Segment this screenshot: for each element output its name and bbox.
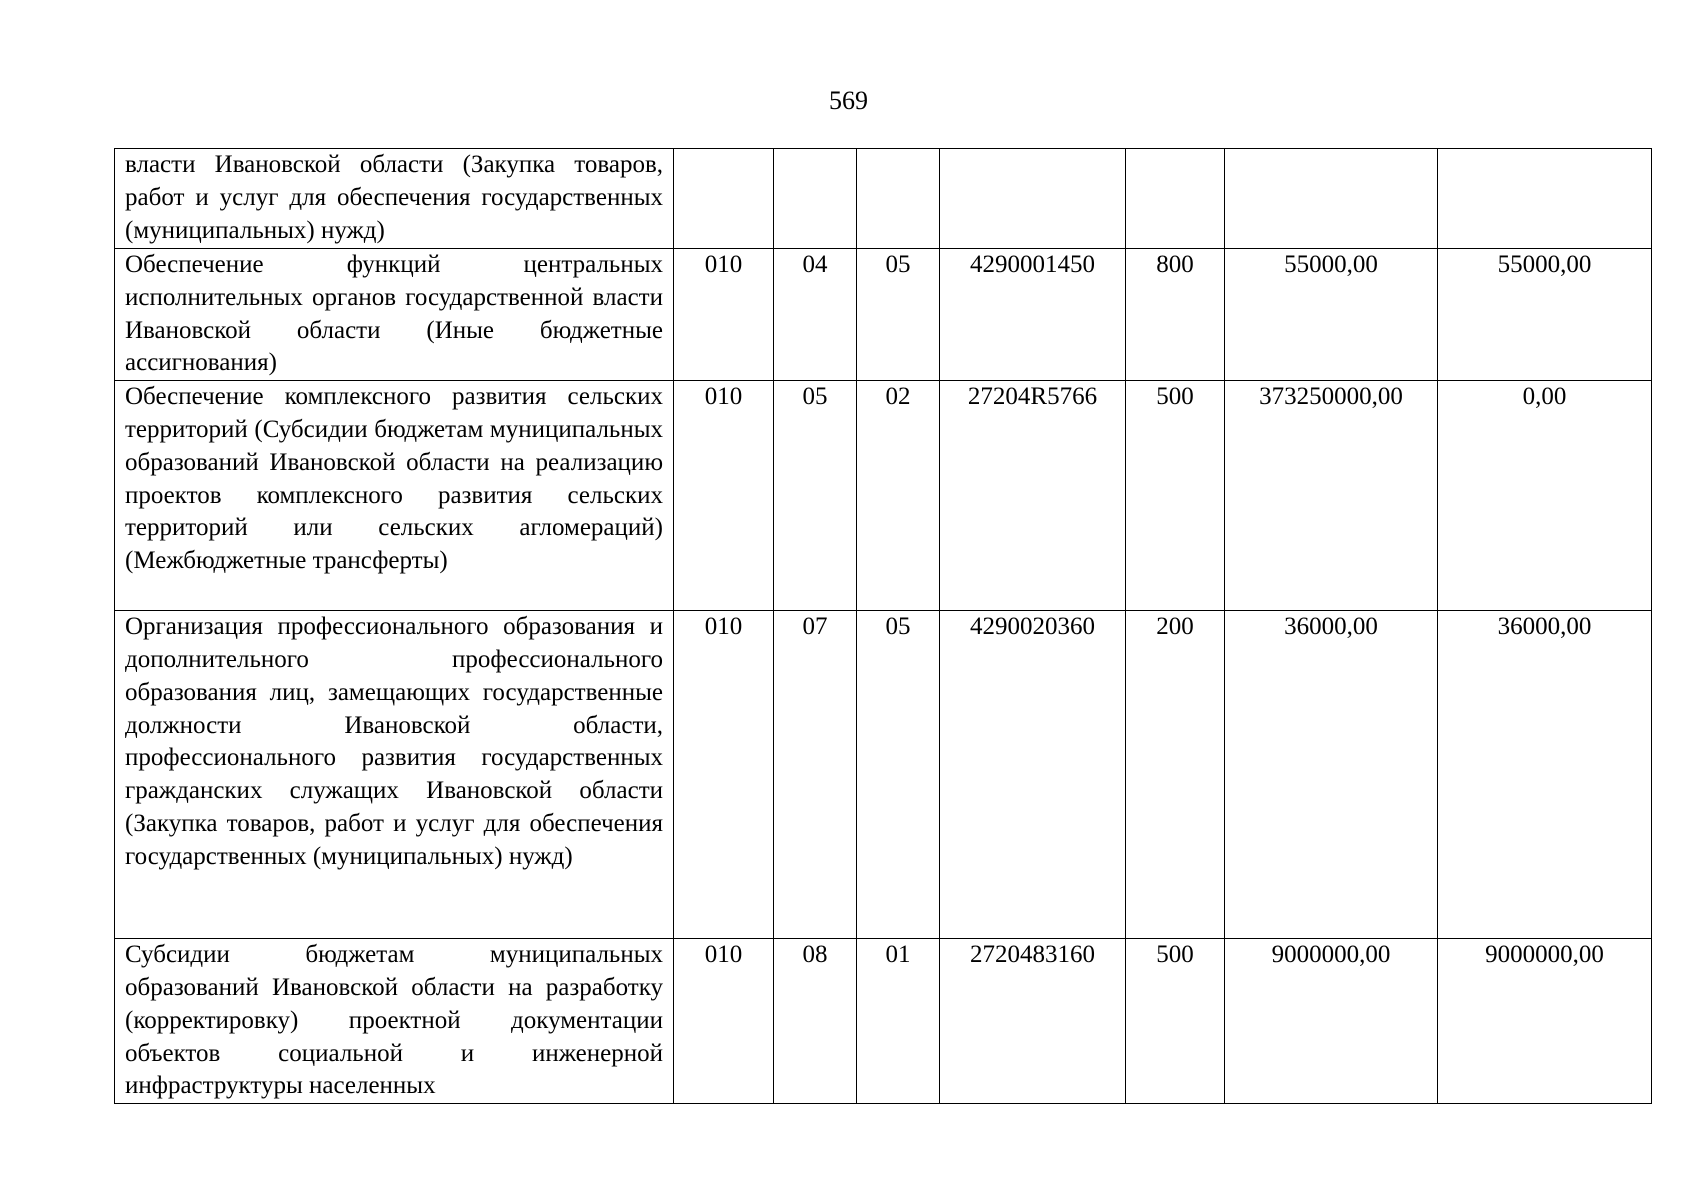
table-row [115, 381, 1652, 611]
expense-type-code: 200 [1126, 611, 1225, 939]
subsection-code: 02 [857, 381, 940, 611]
table-row [115, 939, 1652, 1104]
row-description: Обеспечение комплексного развития сельских территорий (Субсидии бюджетам муниципальных образований Ивановской области на реализацию проектов комплексного развития сельских территорий или сельских агломераций) (Межбюджетные трансферты) [115, 381, 674, 611]
target-article-code: 2720483160 [940, 939, 1126, 1104]
amount-second [1438, 149, 1652, 249]
section-code: 04 [774, 249, 857, 381]
section-code [774, 149, 857, 249]
subsection-code: 01 [857, 939, 940, 1104]
amount-first: 36000,00 [1225, 611, 1438, 939]
target-article-code: 4290020360 [940, 611, 1126, 939]
ved-code: 010 [674, 939, 774, 1104]
amount-first: 373250000,00 [1225, 381, 1438, 611]
page-number: 569 [829, 86, 868, 115]
table-row [115, 611, 1652, 939]
target-article-code: 4290001450 [940, 249, 1126, 381]
amount-second: 55000,00 [1438, 249, 1652, 381]
ved-code [674, 149, 774, 249]
target-article-code: 27204R5766 [940, 381, 1126, 611]
target-article-code [940, 149, 1126, 249]
subsection-code: 05 [857, 249, 940, 381]
row-description: власти Ивановской области (Закупка товаров, работ и услуг для обеспечения государственных (муниципальных) нужд) [115, 149, 674, 249]
ved-code: 010 [674, 611, 774, 939]
row-description: Обеспечение функций центральных исполнительных органов государственной власти Ивановской области (Иные бюджетные ассигнования) [115, 249, 674, 381]
ved-code: 010 [674, 249, 774, 381]
expense-type-code: 500 [1126, 939, 1225, 1104]
amount-first: 55000,00 [1225, 249, 1438, 381]
table-row [115, 249, 1652, 381]
amount-second: 0,00 [1438, 381, 1652, 611]
amount-first [1225, 149, 1438, 249]
section-code: 07 [774, 611, 857, 939]
expense-type-code: 500 [1126, 381, 1225, 611]
amount-second: 36000,00 [1438, 611, 1652, 939]
expense-type-code [1126, 149, 1225, 249]
budget-table [114, 148, 1652, 1104]
row-description: Субсидии бюджетам муниципальных образований Ивановской области на разработку (корректировку) проектной документации объектов социальной и инженерной инфраструктуры населенных [115, 939, 674, 1104]
expense-type-code: 800 [1126, 249, 1225, 381]
amount-first: 9000000,00 [1225, 939, 1438, 1104]
section-code: 05 [774, 381, 857, 611]
subsection-code [857, 149, 940, 249]
table-row [115, 149, 1652, 249]
section-code: 08 [774, 939, 857, 1104]
row-description: Организация профессионального образования и дополнительного профессионального образования лиц, замещающих государственные должности Ивановской области, профессионального развития государственных гражданских служащих Ивановской области (Закупка товаров, работ и услуг для обеспечения государственных (муниципальных) нужд) [115, 611, 674, 939]
ved-code: 010 [674, 381, 774, 611]
amount-second: 9000000,00 [1438, 939, 1652, 1104]
subsection-code: 05 [857, 611, 940, 939]
